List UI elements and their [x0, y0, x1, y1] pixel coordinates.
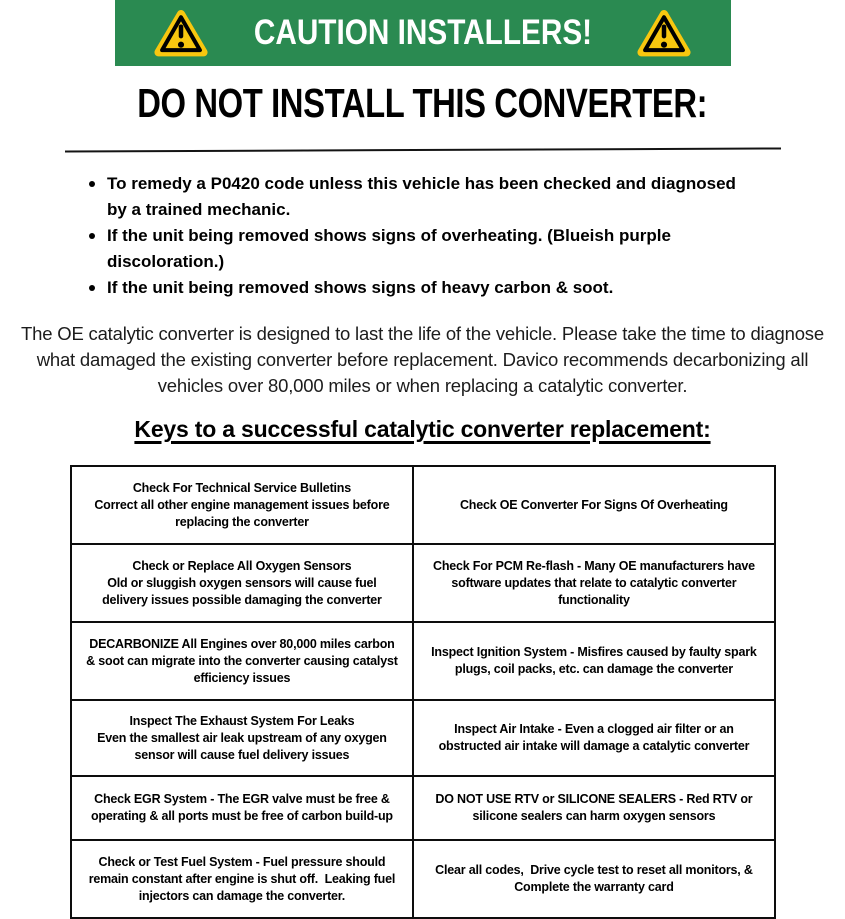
table-cell-left: [71, 544, 414, 622]
keys-heading: Keys to a successful catalytic converter replacement:: [134, 416, 711, 442]
warning-triangle-icon: [154, 8, 208, 58]
list-item-text: If the unit being removed shows signs of overheating. (Blueish purple discoloration.): [107, 226, 671, 271]
cell-line: Check or Replace All Oxygen Sensors: [132, 558, 352, 573]
banner-title: CAUTION INSTALLERS!: [253, 13, 592, 52]
table-row: [71, 466, 775, 544]
cell-line: Check or Test Fuel System - Fuel pressure should remain constant after engine is shut off. Leaking fuel injectors can damage the converter.: [88, 854, 399, 903]
cell-line: Check For PCM Re-flash - Many OE manufacturers have software updates that relate to catalytic converter functionality: [433, 558, 759, 607]
table-cell-right: [413, 840, 774, 918]
warning-triangle-icon: [637, 8, 691, 58]
list-item: [85, 171, 740, 223]
bullet-dot-icon: [89, 285, 95, 291]
table-row: [71, 776, 775, 840]
table-cell-right: [413, 700, 774, 776]
table-cell-right: [413, 466, 774, 544]
main-heading: [0, 80, 845, 127]
cell-line: Inspect Air Intake - Even a clogged air filter or an obstructed air intake will damage a catalytic converter: [438, 722, 750, 753]
cell-line: Check EGR System - The EGR valve must be free & operating & all ports must be free of carbon build-up: [90, 792, 393, 823]
list-item: [85, 223, 740, 275]
table-row: [71, 622, 775, 700]
table-cell-left: [71, 776, 414, 840]
list-item: [85, 275, 740, 301]
table-cell-right: [413, 776, 774, 840]
bullet-dot-icon: [89, 181, 95, 187]
table-cell-left: [71, 840, 414, 918]
cell-line: Clear all codes, Drive cycle test to reset all monitors, & Complete the warranty card: [435, 863, 756, 894]
table-row: [71, 840, 775, 918]
table-cell-left: [71, 700, 414, 776]
table-cell-left: [71, 622, 414, 700]
table-cell-right: [413, 544, 774, 622]
main-heading-text: DO NOT INSTALL THIS CONVERTER:: [137, 80, 708, 126]
list-item-text: If the unit being removed shows signs of heavy carbon & soot.: [107, 278, 614, 297]
table-row: [71, 700, 775, 776]
cell-line: Check OE Converter For Signs Of Overheating: [459, 497, 728, 512]
list-item-text: To remedy a P0420 code unless this vehicle has been checked and diagnosed by a trained mechanic.: [107, 174, 736, 219]
cell-line: Inspect The Exhaust System For Leaks: [129, 713, 355, 728]
intro-paragraph: The OE catalytic converter is designed to last the life of the vehicle. Please take the time to diagnose what damaged the existing converter before replacement. Davico recommends decarbonizing all vehicles over 80,000 miles or when replacing a catalytic converter.: [21, 323, 824, 396]
cell-line: Even the smallest air leak upstream of any oxygen sensor will cause fuel delivery issues: [97, 730, 391, 762]
cell-line: Correct all other engine management issues before replacing the converter: [94, 497, 393, 529]
caution-banner: [115, 0, 731, 66]
bullet-dot-icon: [89, 233, 95, 239]
cell-line: Old or sluggish oxygen sensors will cause fuel delivery issues possible damaging the converter: [102, 575, 382, 607]
divider-line: [64, 147, 780, 152]
warning-list: [85, 171, 740, 301]
checklist-table: [70, 465, 776, 919]
cell-line: DO NOT USE RTV or SILICONE SEALERS - Red RTV or silicone sealers can harm oxygen sensors: [435, 792, 756, 823]
table-cell-right: [413, 622, 774, 700]
cell-line: DECARBONIZE All Engines over 80,000 miles carbon & soot can migrate into the converter causing catalyst efficiency issues: [86, 636, 401, 685]
table-row: [71, 544, 775, 622]
cell-line: Inspect Ignition System - Misfires caused by faulty spark plugs, coil packs, etc. can damage the converter: [431, 645, 760, 676]
cell-line: Check For Technical Service Bulletins: [132, 480, 351, 495]
table-cell-left: [71, 466, 414, 544]
